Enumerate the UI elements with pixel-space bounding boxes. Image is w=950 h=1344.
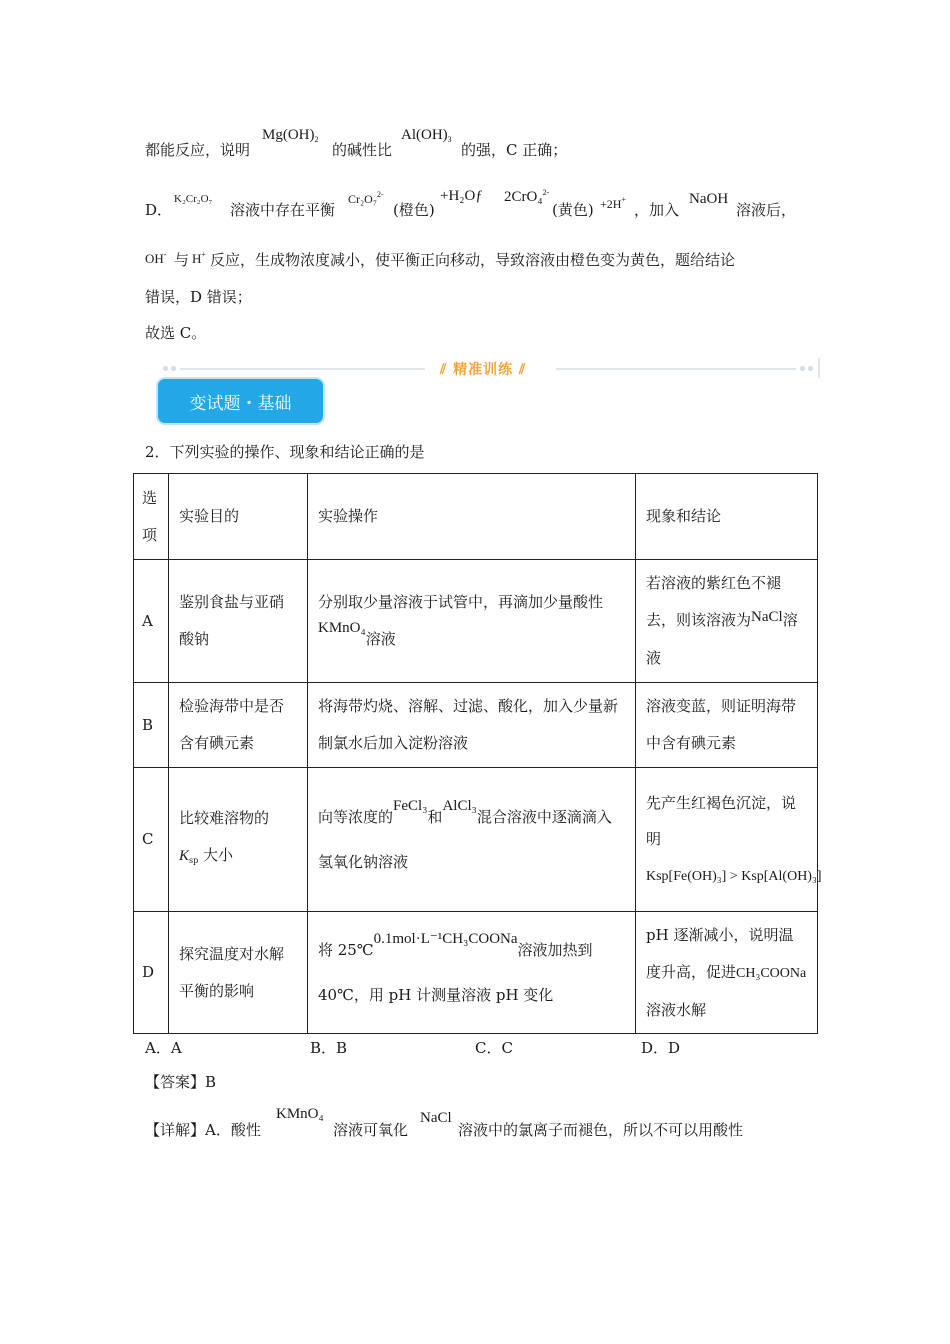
row-c-purpose: 比较难溶物的 $K_{sp}$ 大小 [169,768,308,912]
para2-text-3: 溶液后， [736,201,797,219]
banner-title: ⫽ 精准训练 ⫽ [440,362,527,378]
detail-text-pre: 【详解】A．酸性 [145,1121,261,1139]
banner-dot-right [800,366,805,371]
banner-line-left [180,368,425,370]
answer-text: 【答案】B [145,1073,217,1091]
table-row [134,683,818,768]
experiment-table [133,473,822,1034]
banner-dot-left-2 [171,366,176,371]
formula-kmno4: KMnO₄ [276,1106,324,1122]
para2-text-1: 溶液中存在平衡 [230,201,336,219]
table-row [134,768,818,912]
slash-icon-left: ⫽ [440,362,454,378]
row-b-result: 溶液变蓝，则证明海带中含有碘元素 [636,683,818,768]
question-text: 2．下列实验的操作、现象和结论正确的是 [145,443,425,461]
para3-text-2: 反应，生成物浓度减小，使平衡正向移动，导致溶液由橙色变为黄色，题给结论 [210,251,736,269]
row-c-operation: 向等浓度的FeCl₃和AlCl₃混合溶液中逐滴滴入氢氧化钠溶液 [308,768,636,912]
header-purpose: 实验目的 [169,474,308,560]
para3-line3: 故选 C。 [145,324,207,342]
banner-dot-left [163,366,168,371]
para2-orange: (橙色) [393,201,435,219]
row-c-option: C [134,768,169,912]
formula-2h: +2H+ [600,195,626,211]
formula-nacl: NaCl [420,1110,452,1126]
header-operation: 实验操作 [308,474,636,560]
header-result: 现象和结论 [636,474,818,560]
row-d-operation: 将 25℃0.1mol·L⁻¹CH₃COONa溶液加热到 40℃，用 pH 计测量溶液 pH 变化 [308,912,636,1034]
row-d-option: D [134,912,169,1034]
option-d: D．D [641,1039,681,1057]
para2-text-2: ，加入 [634,201,680,219]
row-d-result: pH 逐渐减小，说明温度升高，促进CH₃COONa溶液水解 [636,912,818,1034]
formula-mg-oh-2: $Mg(OH)_2$ [262,127,319,144]
row-a-purpose: 鉴别食盐与亚硝酸钠 [169,560,308,683]
option-c: C．C [475,1039,513,1057]
formula-al-oh-3: $Al(OH)_3$ [401,127,452,144]
formula-k2cr2o7: K₂Cr₂O₇ [174,193,213,205]
formula-h2o-equilibrium: +H₂Oƒ [440,188,483,204]
para1-text-post: 的强，C 正确； [461,141,568,159]
formula-oh-ion: OH- [145,250,167,266]
para2-label: D． [145,201,173,219]
detail-text-mid: 溶液可氧化 [333,1121,409,1139]
banner-dot-right-2 [808,366,813,371]
row-a-option: A [134,560,169,683]
detail-text-post: 溶液中的氯离子而褪色，所以不可以用酸性 [458,1121,744,1139]
banner-line-right [556,368,796,370]
formula-h-ion: H+ [192,250,206,266]
row-a-result: 若溶液的紫红色不褪去，则该溶液为NaCl溶液 [636,560,818,683]
row-b-operation: 将海带灼烧、溶解、过滤、酸化，加入少量新制氯水后加入淀粉溶液 [308,683,636,768]
table-row [134,560,818,683]
table-row [134,912,818,1034]
formula-cro4: 2CrO₄$^{2-}$ [504,188,550,205]
formula-cr2o7: Cr₂O₇$^{2-}$ [348,190,384,206]
table-header-row [134,474,818,560]
option-b: B．B [310,1039,348,1057]
row-b-purpose: 检验海带中是否含有碘元素 [169,683,308,768]
header-option: 选项 [134,474,169,560]
para2-yellow: (黄色) [552,201,594,219]
banner-end-bar [818,358,820,378]
para3-text-1: 与 [174,251,190,269]
option-a: A．A [145,1039,182,1057]
formula-naoh: NaOH [689,191,729,207]
row-b-option: B [134,683,169,768]
para1-text-pre: 都能反应，说明 [145,141,251,159]
para1-text-mid: 的碱性比 [332,141,393,159]
section-badge: 变试题・基础 [158,379,323,423]
row-d-purpose: 探究温度对水解平衡的影响 [169,912,308,1034]
row-a-operation: 分别取少量溶液于试管中，再滴加少量酸性KMnO₄溶液 [308,560,636,683]
para3-line2: 错误，D 错误； [145,288,252,306]
slash-icon-right: ⫽ [513,362,527,378]
row-c-result: 先产生红褐色沉淀，说明 Ksp[Fe(OH)₃] > Ksp[Al(OH)₃] [636,768,818,912]
